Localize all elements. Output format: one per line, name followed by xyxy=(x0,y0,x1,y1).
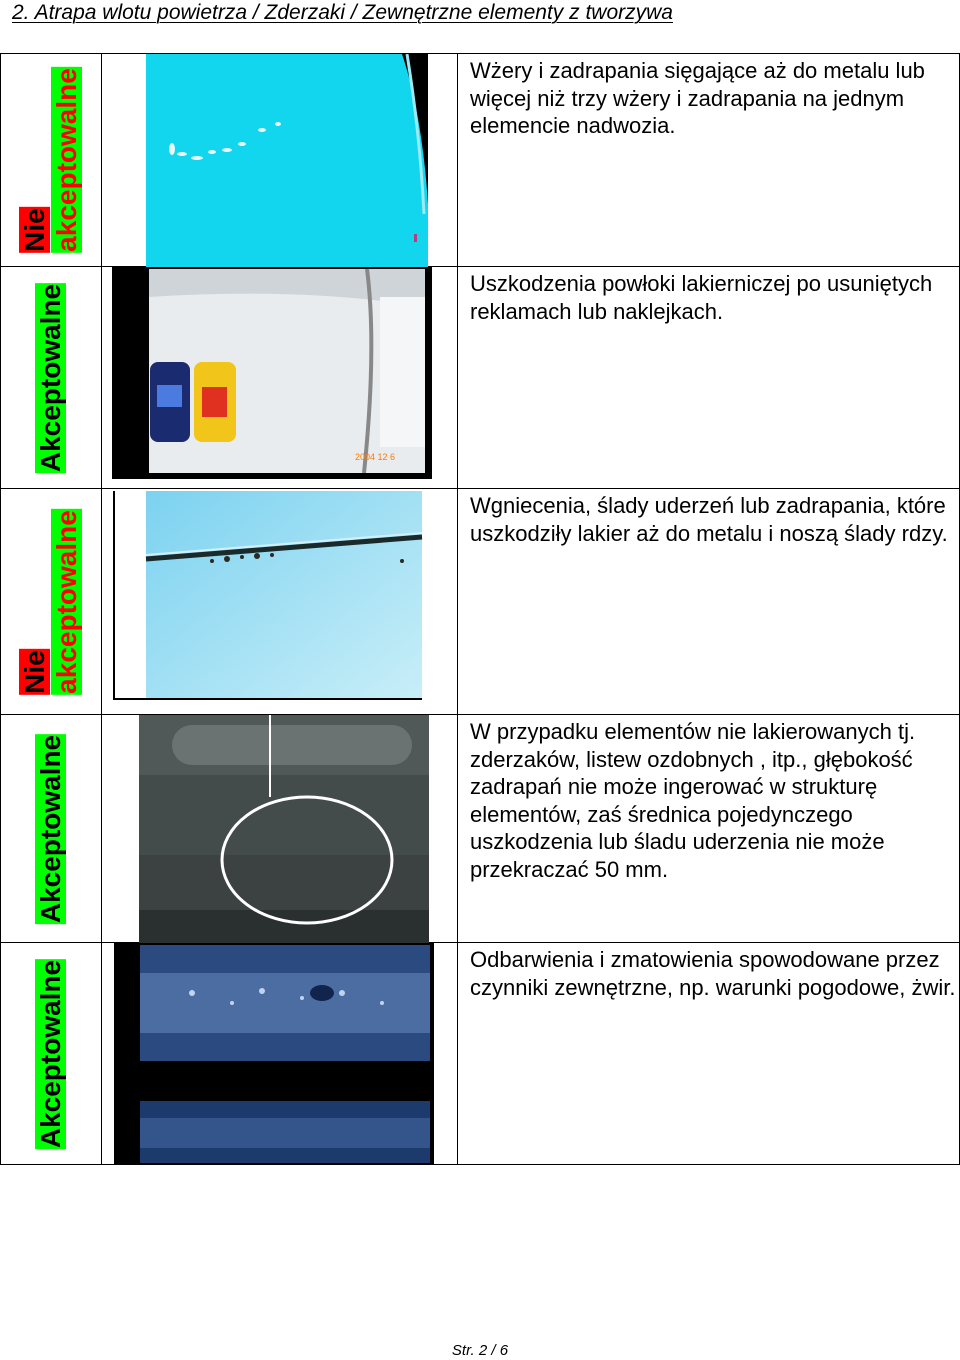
table-row xyxy=(1,267,960,489)
status-cell xyxy=(1,489,102,715)
page-number: Str. 2 / 6 xyxy=(451,1342,509,1359)
photo-rust-trim xyxy=(102,489,457,715)
status-label-reject: Nie akceptowalne xyxy=(19,68,82,252)
description-cell: Wgniecenia, ślady uderzeń lub zadrapania, które uszkodziły lakier aż do metalu i noszą ślady rdzy. xyxy=(458,489,960,715)
photo-cell xyxy=(102,267,458,489)
photo-cell xyxy=(102,943,458,1165)
status-cell xyxy=(1,54,102,267)
table-row xyxy=(1,54,960,267)
photo-faded-trim xyxy=(102,943,457,1165)
page-title: 2. Atrapa wlotu powietrza / Zderzaki / Zewnętrzne elementy z tworzywa xyxy=(12,1,673,24)
status-label-accept: Akceptowalne xyxy=(35,734,66,923)
photo-cell xyxy=(102,54,458,267)
status-label-accept: Akceptowalne xyxy=(35,959,66,1148)
damage-table xyxy=(0,53,960,1165)
status-cell xyxy=(1,267,102,489)
table-row xyxy=(1,715,960,943)
photo-cell xyxy=(102,715,458,943)
description-cell: Odbarwienia i zmatowienia spowodowane przez czynniki zewnętrzne, np. warunki pogodowe, żwir. xyxy=(458,943,960,1165)
photo-timestamp: 2004 12 6 xyxy=(355,452,396,462)
photo-blue-chips xyxy=(102,54,457,267)
description-cell: Uszkodzenia powłoki lakierniczej po usuniętych reklamach lub naklejkach. xyxy=(458,267,960,489)
status-cell xyxy=(1,715,102,943)
status-label-reject: Nie akceptowalne xyxy=(19,509,82,694)
photo-dark-bumper xyxy=(102,715,457,943)
table-row xyxy=(1,943,960,1165)
status-label-accept: Akceptowalne xyxy=(35,283,66,472)
description-cell: Wżery i zadrapania sięgające aż do metalu lub więcej niż trzy wżery i zadrapania na jednym elemencie nadwozia. xyxy=(458,54,960,267)
table-row xyxy=(1,489,960,715)
photo-cell xyxy=(102,489,458,715)
photo-white-panel xyxy=(102,267,457,489)
description-cell: W przypadku elementów nie lakierowanych tj. zderzaków, listew ozdobnych , itp., głębokość zadrapań nie może ingerować w strukturę elementów, zaś średnica pojedynczego uszkodzenia lub śladu uderzenia nie może przekraczać 50 mm. xyxy=(458,715,960,943)
status-cell xyxy=(1,943,102,1165)
